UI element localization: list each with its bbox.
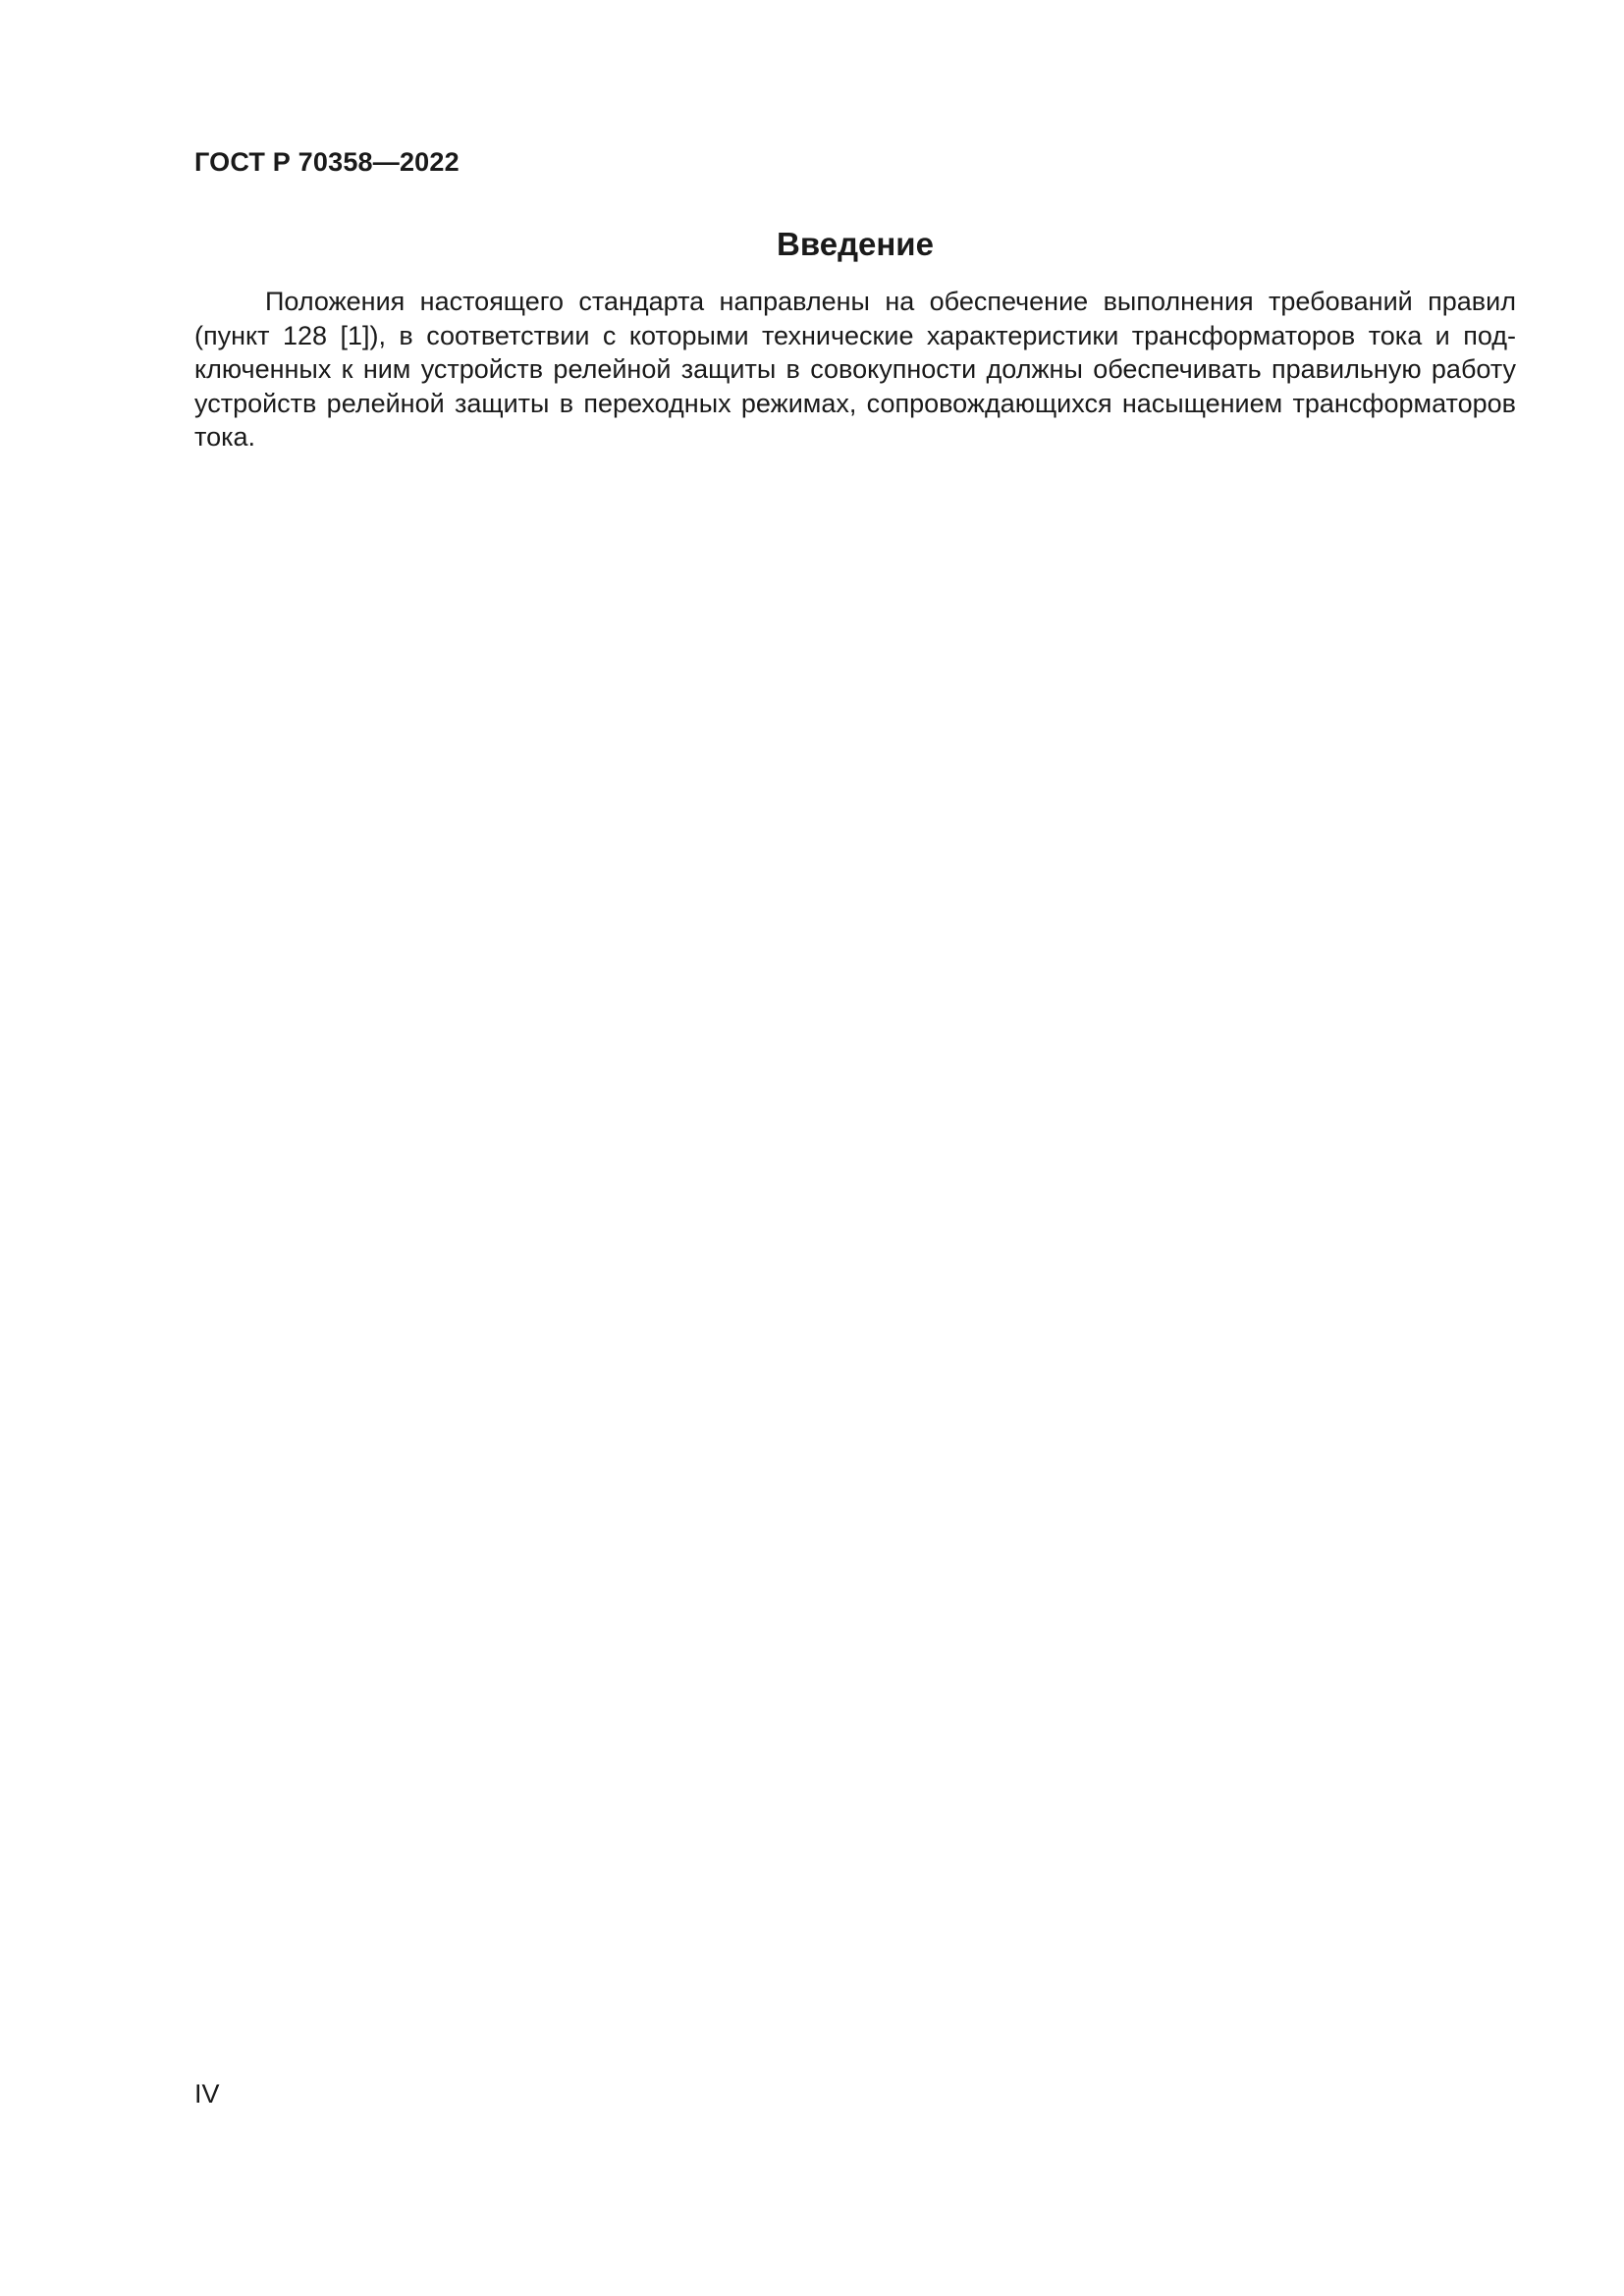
section-title: Введение xyxy=(777,226,934,262)
page-number: IV xyxy=(194,2079,220,2109)
document-code: ГОСТ Р 70358—2022 xyxy=(194,147,460,177)
intro-paragraph: Положения настоящего стандарта направлены на обеспечение выполнения требований правил (пункт 128 [1]), в соответствии с которыми технические характеристики трансформаторов тока и подключенных к ним устройств релейной защиты в совокупности должны обеспечивать правильную работу устройств релейной защиты в переходных режимах, сопровождающихся насыщением трансформаторов тока. xyxy=(194,287,1516,452)
